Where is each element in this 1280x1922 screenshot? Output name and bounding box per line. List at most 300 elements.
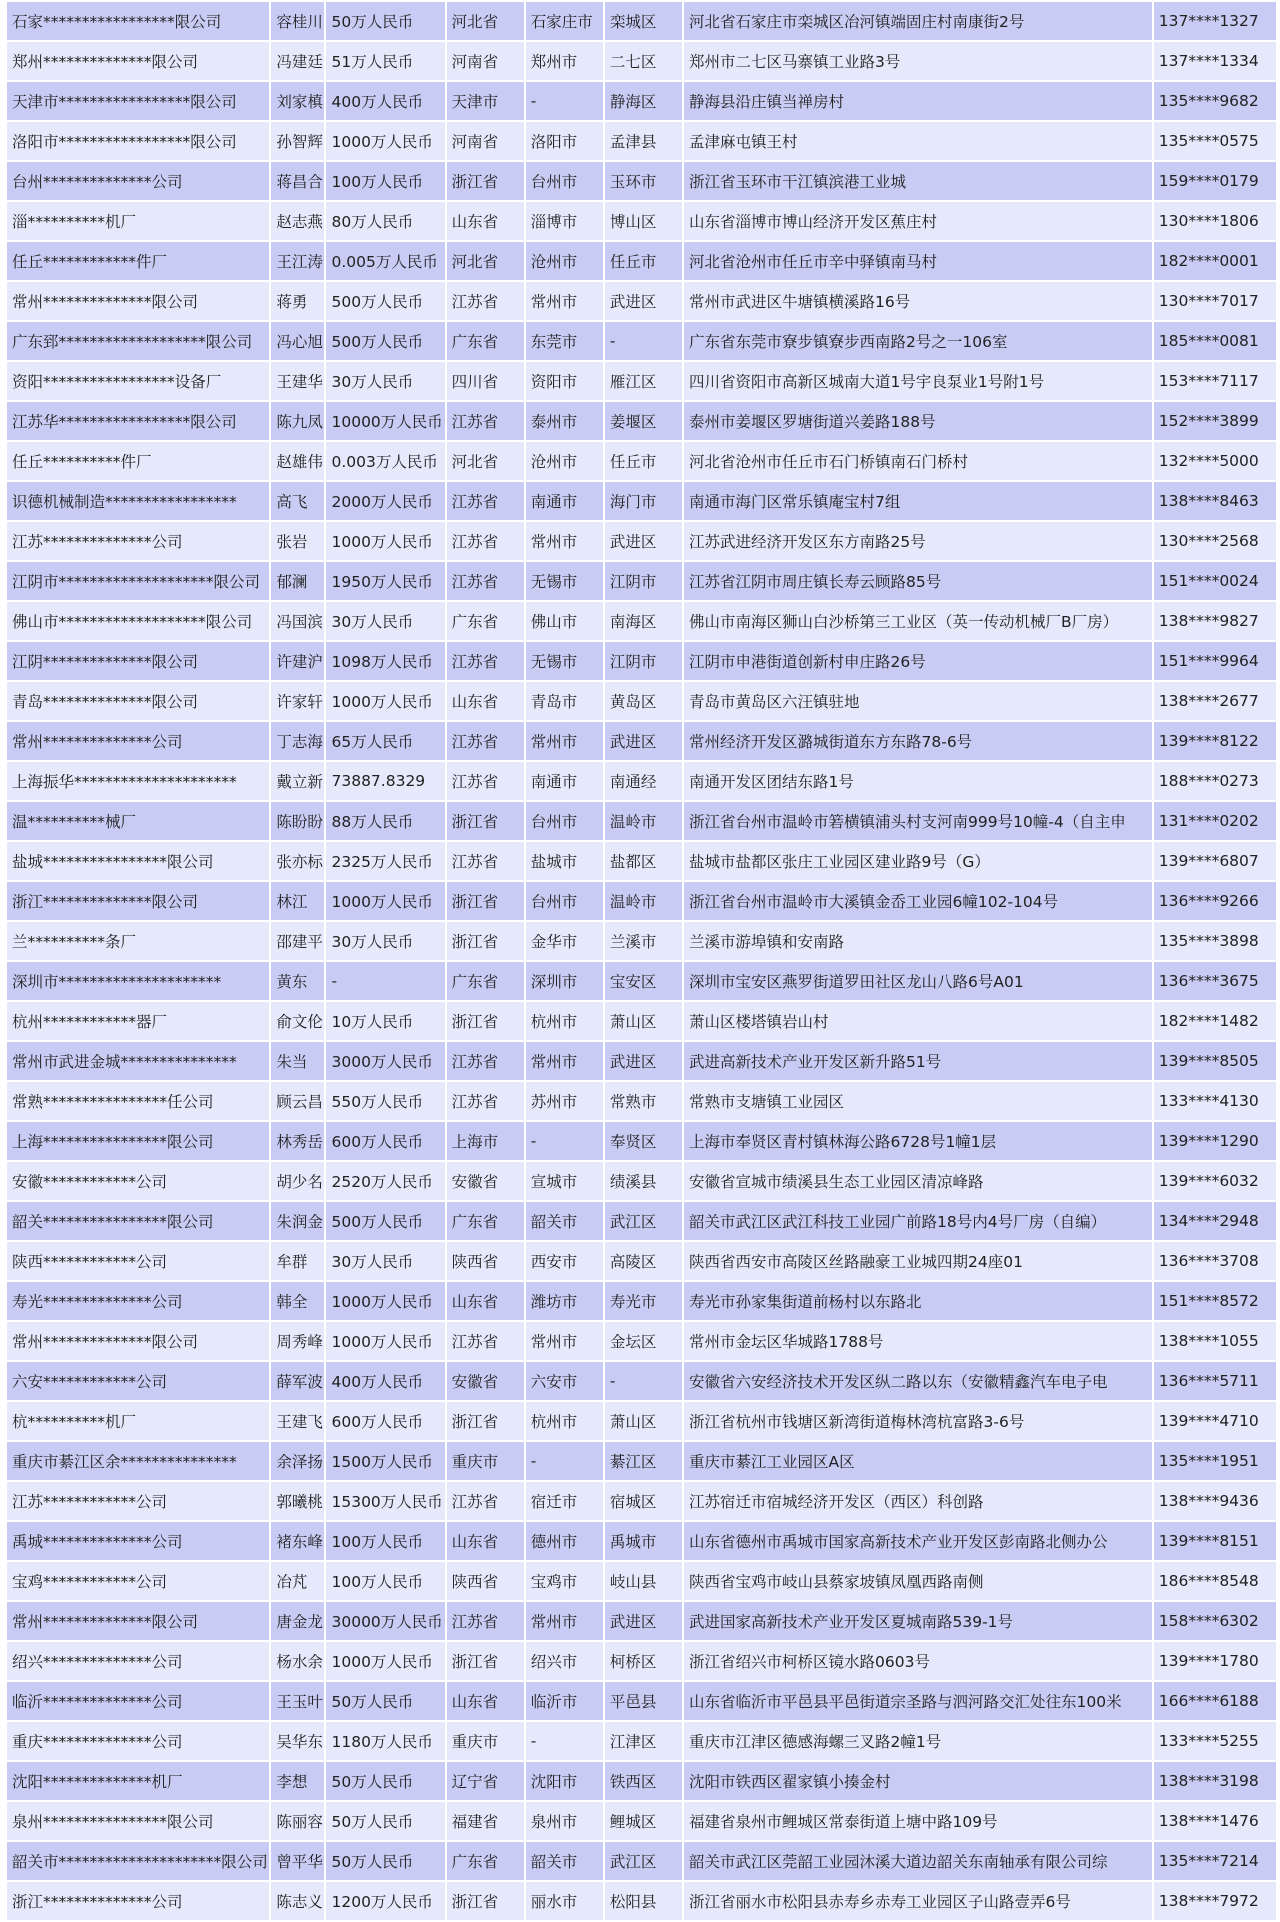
phone-cell: 139****6807 (1154, 842, 1276, 880)
legal-person-cell: 郭曦桃 (271, 1482, 324, 1520)
phone-cell: 138****1055 (1154, 1322, 1276, 1360)
registered-capital-cell: 1098万人民币 (326, 642, 444, 680)
legal-person-cell: 王江涛 (271, 242, 324, 280)
address-cell: 江阴市申港街道创新村申庄路26号 (684, 642, 1152, 680)
phone-cell: 138****8463 (1154, 482, 1276, 520)
province-cell: 河北省 (447, 2, 524, 40)
registered-capital-cell: 80万人民币 (326, 202, 444, 240)
province-cell: 浙江省 (447, 802, 524, 840)
registered-capital-cell: 73887.8329 (326, 762, 444, 800)
legal-person-cell: 赵雄伟 (271, 442, 324, 480)
registered-capital-cell: 550万人民币 (326, 1082, 444, 1120)
table-row (7, 242, 1276, 280)
company-name-cell: 上海振华********************* (7, 762, 269, 800)
phone-cell: 151****8572 (1154, 1282, 1276, 1320)
table-row (7, 922, 1276, 960)
legal-person-cell: 邵建平 (271, 922, 324, 960)
city-cell: 盐城市 (526, 842, 603, 880)
district-cell: - (605, 1362, 682, 1400)
phone-cell: 185****0081 (1154, 322, 1276, 360)
address-cell: 重庆市綦江工业园区A区 (684, 1442, 1152, 1480)
city-cell: 台州市 (526, 162, 603, 200)
table-row (7, 1322, 1276, 1360)
district-cell: 栾城区 (605, 2, 682, 40)
registered-capital-cell: 1000万人民币 (326, 1322, 444, 1360)
company-name-cell: 重庆**************公司 (7, 1722, 269, 1760)
address-cell: 重庆市江津区德感海螺三叉路2幢1号 (684, 1722, 1152, 1760)
district-cell: 任丘市 (605, 242, 682, 280)
company-name-cell: 江阴市********************限公司 (7, 562, 269, 600)
district-cell: 武进区 (605, 1602, 682, 1640)
legal-person-cell: 冶芃 (271, 1562, 324, 1600)
province-cell: 河南省 (447, 122, 524, 160)
city-cell: 苏州市 (526, 1082, 603, 1120)
legal-person-cell: 王建华 (271, 362, 324, 400)
registered-capital-cell: 50万人民币 (326, 1802, 444, 1840)
district-cell: 绩溪县 (605, 1162, 682, 1200)
phone-cell: 182****1482 (1154, 1002, 1276, 1040)
legal-person-cell: 曾平华 (271, 1842, 324, 1880)
phone-cell: 139****1290 (1154, 1122, 1276, 1160)
city-cell: 宣城市 (526, 1162, 603, 1200)
registered-capital-cell: 30000万人民币 (326, 1602, 444, 1640)
city-cell: 宿迁市 (526, 1482, 603, 1520)
legal-person-cell: 胡少名 (271, 1162, 324, 1200)
registered-capital-cell: 500万人民币 (326, 1202, 444, 1240)
phone-cell: 136****3675 (1154, 962, 1276, 1000)
address-cell: 江苏宿迁市宿城经济开发区（西区）科创路 (684, 1482, 1152, 1520)
district-cell: 姜堰区 (605, 402, 682, 440)
province-cell: 辽宁省 (447, 1762, 524, 1800)
address-cell: 常州市金坛区华城路1788号 (684, 1322, 1152, 1360)
company-name-cell: 常州市武进金城*************** (7, 1042, 269, 1080)
city-cell: 无锡市 (526, 562, 603, 600)
table-row (7, 1162, 1276, 1200)
table-row (7, 802, 1276, 840)
legal-person-cell: 郁澜 (271, 562, 324, 600)
city-cell: 南通市 (526, 482, 603, 520)
company-name-cell: 浙江**************限公司 (7, 882, 269, 920)
address-cell: 郑州市二七区马寨镇工业路3号 (684, 42, 1152, 80)
legal-person-cell: 周秀峰 (271, 1322, 324, 1360)
table-row (7, 642, 1276, 680)
phone-cell: 139****4710 (1154, 1402, 1276, 1440)
phone-cell: 138****1476 (1154, 1802, 1276, 1840)
registered-capital-cell: 50万人民币 (326, 1842, 444, 1880)
phone-cell: 153****7117 (1154, 362, 1276, 400)
registered-capital-cell: 1500万人民币 (326, 1442, 444, 1480)
province-cell: 山东省 (447, 682, 524, 720)
phone-cell: 134****2948 (1154, 1202, 1276, 1240)
province-cell: 河北省 (447, 242, 524, 280)
company-name-cell: 淄**********机厂 (7, 202, 269, 240)
district-cell: 兰溪市 (605, 922, 682, 960)
legal-person-cell: 黄东 (271, 962, 324, 1000)
city-cell: - (526, 1442, 603, 1480)
legal-person-cell: 冯建廷 (271, 42, 324, 80)
phone-cell: 138****2677 (1154, 682, 1276, 720)
registered-capital-cell: 400万人民币 (326, 82, 444, 120)
legal-person-cell: 陈志义 (271, 1882, 324, 1920)
address-cell: 浙江省玉环市干江镇滨港工业城 (684, 162, 1152, 200)
phone-cell: 137****1334 (1154, 42, 1276, 80)
company-name-cell: 陕西************公司 (7, 1242, 269, 1280)
city-cell: - (526, 1122, 603, 1160)
city-cell: 泰州市 (526, 402, 603, 440)
company-name-cell: 江苏华*****************限公司 (7, 402, 269, 440)
company-name-cell: 宝鸡************公司 (7, 1562, 269, 1600)
district-cell: 奉贤区 (605, 1122, 682, 1160)
legal-person-cell: 顾云昌 (271, 1082, 324, 1120)
registered-capital-cell: 10000万人民币 (326, 402, 444, 440)
address-cell: 广东省东莞市寮步镇寮步西南路2号之一106室 (684, 322, 1152, 360)
province-cell: 广东省 (447, 602, 524, 640)
table-row (7, 1562, 1276, 1600)
registered-capital-cell: - (326, 962, 444, 1000)
company-name-cell: 重庆市綦江区余*************** (7, 1442, 269, 1480)
phone-cell: 132****5000 (1154, 442, 1276, 480)
address-cell: 安徽省六安经济技术开发区纵二路以东（安徽精鑫汽车电子电 (684, 1362, 1152, 1400)
company-name-cell: 绍兴**************公司 (7, 1642, 269, 1680)
address-cell: 深圳市宝安区燕罗街道罗田社区龙山八路6号A01 (684, 962, 1152, 1000)
registered-capital-cell: 3000万人民币 (326, 1042, 444, 1080)
district-cell: 宝安区 (605, 962, 682, 1000)
phone-cell: 133****4130 (1154, 1082, 1276, 1120)
table-row (7, 1762, 1276, 1800)
province-cell: 山东省 (447, 1522, 524, 1560)
table-row (7, 82, 1276, 120)
address-cell: 佛山市南海区狮山白沙桥第三工业区（英一传动机械厂B厂房） (684, 602, 1152, 640)
registered-capital-cell: 1000万人民币 (326, 882, 444, 920)
address-cell: 河北省沧州市任丘市石门桥镇南石门桥村 (684, 442, 1152, 480)
company-name-cell: 韶关****************限公司 (7, 1202, 269, 1240)
address-cell: 山东省德州市禹城市国家高新技术产业开发区彭南路北侧办公 (684, 1522, 1152, 1560)
address-cell: 武进国家高新技术产业开发区夏城南路539-1号 (684, 1602, 1152, 1640)
registered-capital-cell: 50万人民币 (326, 1762, 444, 1800)
registered-capital-cell: 1950万人民币 (326, 562, 444, 600)
legal-person-cell: 褚东峰 (271, 1522, 324, 1560)
province-cell: 天津市 (447, 82, 524, 120)
company-name-cell: 洛阳市*****************限公司 (7, 122, 269, 160)
legal-person-cell: 吴华东 (271, 1722, 324, 1760)
table-row (7, 1282, 1276, 1320)
company-name-cell: 禹城**************公司 (7, 1522, 269, 1560)
table-row (7, 1842, 1276, 1880)
address-cell: 南通开发区团结东路1号 (684, 762, 1152, 800)
province-cell: 江苏省 (447, 842, 524, 880)
company-name-cell: 深圳市********************* (7, 962, 269, 1000)
district-cell: 高陵区 (605, 1242, 682, 1280)
legal-person-cell: 余泽扬 (271, 1442, 324, 1480)
registered-capital-cell: 400万人民币 (326, 1362, 444, 1400)
province-cell: 福建省 (447, 1802, 524, 1840)
district-cell: 南通经 (605, 762, 682, 800)
company-name-cell: 常州**************限公司 (7, 1602, 269, 1640)
phone-cell: 135****7214 (1154, 1842, 1276, 1880)
province-cell: 广东省 (447, 322, 524, 360)
address-cell: 山东省临沂市平邑县平邑街道宗圣路与泗河路交汇处往东100米 (684, 1682, 1152, 1720)
company-name-cell: 临沂**************公司 (7, 1682, 269, 1720)
province-cell: 江苏省 (447, 282, 524, 320)
province-cell: 四川省 (447, 362, 524, 400)
legal-person-cell: 冯心旭 (271, 322, 324, 360)
province-cell: 陕西省 (447, 1562, 524, 1600)
province-cell: 河北省 (447, 442, 524, 480)
phone-cell: 188****0273 (1154, 762, 1276, 800)
district-cell: 铁西区 (605, 1762, 682, 1800)
province-cell: 浙江省 (447, 1642, 524, 1680)
district-cell: 宿城区 (605, 1482, 682, 1520)
table-body (7, 2, 1276, 1920)
registered-capital-cell: 65万人民币 (326, 722, 444, 760)
legal-person-cell: 唐金龙 (271, 1602, 324, 1640)
registered-capital-cell: 30万人民币 (326, 362, 444, 400)
registered-capital-cell: 2000万人民币 (326, 482, 444, 520)
city-cell: 常州市 (526, 282, 603, 320)
phone-cell: 139****8505 (1154, 1042, 1276, 1080)
legal-person-cell: 蒋勇 (271, 282, 324, 320)
phone-cell: 130****7017 (1154, 282, 1276, 320)
registered-capital-cell: 100万人民币 (326, 1562, 444, 1600)
province-cell: 江苏省 (447, 562, 524, 600)
table-row (7, 682, 1276, 720)
district-cell: 綦江区 (605, 1442, 682, 1480)
city-cell: 沧州市 (526, 442, 603, 480)
city-cell: 杭州市 (526, 1402, 603, 1440)
district-cell: 常熟市 (605, 1082, 682, 1120)
address-cell: 盐城市盐都区张庄工业园区建业路9号（G） (684, 842, 1152, 880)
province-cell: 江苏省 (447, 1482, 524, 1520)
company-name-cell: 天津市*****************限公司 (7, 82, 269, 120)
legal-person-cell: 牟群 (271, 1242, 324, 1280)
city-cell: 西安市 (526, 1242, 603, 1280)
city-cell: 南通市 (526, 762, 603, 800)
phone-cell: 182****0001 (1154, 242, 1276, 280)
address-cell: 江苏省江阴市周庄镇长寿云顾路85号 (684, 562, 1152, 600)
address-cell: 安徽省宣城市绩溪县生态工业园区清凉峰路 (684, 1162, 1152, 1200)
table-row (7, 362, 1276, 400)
legal-person-cell: 林江 (271, 882, 324, 920)
registered-capital-cell: 600万人民币 (326, 1402, 444, 1440)
province-cell: 安徽省 (447, 1362, 524, 1400)
legal-person-cell: 陈丽容 (271, 1802, 324, 1840)
table-row (7, 1202, 1276, 1240)
city-cell: 潍坊市 (526, 1282, 603, 1320)
district-cell: 武江区 (605, 1202, 682, 1240)
address-cell: 萧山区楼塔镇岩山村 (684, 1002, 1152, 1040)
phone-cell: 186****8548 (1154, 1562, 1276, 1600)
table-row (7, 1402, 1276, 1440)
address-cell: 南通市海门区常乐镇庵宝村7组 (684, 482, 1152, 520)
legal-person-cell: 张岩 (271, 522, 324, 560)
legal-person-cell: 许家轩 (271, 682, 324, 720)
table-row (7, 1522, 1276, 1560)
city-cell: 淄博市 (526, 202, 603, 240)
address-cell: 陕西省宝鸡市岐山县蔡家坡镇凤凰西路南侧 (684, 1562, 1152, 1600)
district-cell: 孟津县 (605, 122, 682, 160)
district-cell: 武进区 (605, 722, 682, 760)
city-cell: 常州市 (526, 1602, 603, 1640)
legal-person-cell: 王玉叶 (271, 1682, 324, 1720)
registered-capital-cell: 30万人民币 (326, 602, 444, 640)
province-cell: 山东省 (447, 1682, 524, 1720)
province-cell: 安徽省 (447, 1162, 524, 1200)
legal-person-cell: 林秀岳 (271, 1122, 324, 1160)
district-cell: 武进区 (605, 522, 682, 560)
registered-capital-cell: 50万人民币 (326, 2, 444, 40)
company-name-cell: 寿光**************公司 (7, 1282, 269, 1320)
legal-person-cell: 薛军波 (271, 1362, 324, 1400)
province-cell: 重庆市 (447, 1722, 524, 1760)
address-cell: 静海县沿庄镇当禅房村 (684, 82, 1152, 120)
table-row (7, 202, 1276, 240)
registered-capital-cell: 100万人民币 (326, 1522, 444, 1560)
legal-person-cell: 陈九凤 (271, 402, 324, 440)
registered-capital-cell: 0.005万人民币 (326, 242, 444, 280)
city-cell: 韶关市 (526, 1202, 603, 1240)
phone-cell: 138****3198 (1154, 1762, 1276, 1800)
company-name-cell: 江苏************公司 (7, 1482, 269, 1520)
province-cell: 山东省 (447, 1282, 524, 1320)
city-cell: 常州市 (526, 1042, 603, 1080)
district-cell: 柯桥区 (605, 1642, 682, 1680)
table-row (7, 882, 1276, 920)
table-row (7, 1642, 1276, 1680)
district-cell: 博山区 (605, 202, 682, 240)
legal-person-cell: 张亦标 (271, 842, 324, 880)
city-cell: 泉州市 (526, 1802, 603, 1840)
district-cell: 静海区 (605, 82, 682, 120)
table-row (7, 1442, 1276, 1480)
legal-person-cell: 戴立新 (271, 762, 324, 800)
district-cell: 鲤城区 (605, 1802, 682, 1840)
address-cell: 常熟市支塘镇工业园区 (684, 1082, 1152, 1120)
city-cell: 石家庄市 (526, 2, 603, 40)
city-cell: 常州市 (526, 522, 603, 560)
phone-cell: 151****9964 (1154, 642, 1276, 680)
address-cell: 兰溪市游埠镇和安南路 (684, 922, 1152, 960)
legal-person-cell: 蒋昌合 (271, 162, 324, 200)
province-cell: 江苏省 (447, 1322, 524, 1360)
city-cell: 台州市 (526, 802, 603, 840)
district-cell: 盐都区 (605, 842, 682, 880)
address-cell: 沈阳市铁西区翟家镇小揍金村 (684, 1762, 1152, 1800)
address-cell: 浙江省杭州市钱塘区新湾街道梅林湾杭富路3-6号 (684, 1402, 1152, 1440)
district-cell: 江阴市 (605, 642, 682, 680)
legal-person-cell: 朱当 (271, 1042, 324, 1080)
company-name-cell: 常熟****************任公司 (7, 1082, 269, 1120)
province-cell: 江苏省 (447, 722, 524, 760)
province-cell: 浙江省 (447, 1882, 524, 1920)
table-row (7, 1602, 1276, 1640)
registered-capital-cell: 88万人民币 (326, 802, 444, 840)
district-cell: 禹城市 (605, 1522, 682, 1560)
phone-cell: 137****1327 (1154, 2, 1276, 40)
phone-cell: 166****6188 (1154, 1682, 1276, 1720)
city-cell: 丽水市 (526, 1882, 603, 1920)
registered-capital-cell: 1000万人民币 (326, 1282, 444, 1320)
city-cell: 宝鸡市 (526, 1562, 603, 1600)
company-name-cell: 江苏**************公司 (7, 522, 269, 560)
city-cell: 绍兴市 (526, 1642, 603, 1680)
registered-capital-cell: 1000万人民币 (326, 1642, 444, 1680)
district-cell: 温岭市 (605, 802, 682, 840)
company-name-cell: 任丘**********件厂 (7, 442, 269, 480)
address-cell: 河北省石家庄市栾城区冶河镇端固庄村南康街2号 (684, 2, 1152, 40)
company-name-cell: 韶关市*********************限公司 (7, 1842, 269, 1880)
table-row (7, 482, 1276, 520)
table-row (7, 442, 1276, 480)
table-row (7, 122, 1276, 160)
company-name-cell: 常州**************限公司 (7, 1322, 269, 1360)
district-cell: 武进区 (605, 282, 682, 320)
company-name-cell: 任丘************件厂 (7, 242, 269, 280)
phone-cell: 138****9436 (1154, 1482, 1276, 1520)
registered-capital-cell: 600万人民币 (326, 1122, 444, 1160)
legal-person-cell: 俞文伦 (271, 1002, 324, 1040)
company-name-cell: 兰**********条厂 (7, 922, 269, 960)
phone-cell: 139****6032 (1154, 1162, 1276, 1200)
company-name-cell: 盐城****************限公司 (7, 842, 269, 880)
address-cell: 武进高新技术产业开发区新升路51号 (684, 1042, 1152, 1080)
district-cell: 江津区 (605, 1722, 682, 1760)
table-row (7, 162, 1276, 200)
province-cell: 浙江省 (447, 922, 524, 960)
city-cell: 佛山市 (526, 602, 603, 640)
address-cell: 四川省资阳市高新区城南大道1号宇良泵业1号附1号 (684, 362, 1152, 400)
district-cell: 雁江区 (605, 362, 682, 400)
table-row (7, 562, 1276, 600)
district-cell: 萧山区 (605, 1002, 682, 1040)
province-cell: 浙江省 (447, 162, 524, 200)
registered-capital-cell: 1000万人民币 (326, 122, 444, 160)
district-cell: 平邑县 (605, 1682, 682, 1720)
company-name-cell: 温**********械厂 (7, 802, 269, 840)
legal-person-cell: 朱润金 (271, 1202, 324, 1240)
district-cell: 黄岛区 (605, 682, 682, 720)
province-cell: 广东省 (447, 1202, 524, 1240)
table-row (7, 522, 1276, 560)
address-cell: 寿光市孙家集街道前杨村以东路北 (684, 1282, 1152, 1320)
district-cell: 二七区 (605, 42, 682, 80)
legal-person-cell: 孙智辉 (271, 122, 324, 160)
company-name-cell: 沈阳**************机厂 (7, 1762, 269, 1800)
city-cell: 临沂市 (526, 1682, 603, 1720)
city-cell: 洛阳市 (526, 122, 603, 160)
city-cell: 常州市 (526, 1322, 603, 1360)
address-cell: 福建省泉州市鲤城区常泰街道上塘中路109号 (684, 1802, 1152, 1840)
company-name-cell: 常州**************公司 (7, 722, 269, 760)
company-name-cell: 泉州****************限公司 (7, 1802, 269, 1840)
province-cell: 浙江省 (447, 1402, 524, 1440)
phone-cell: 158****6302 (1154, 1602, 1276, 1640)
address-cell: 河北省沧州市任丘市辛中驿镇南马村 (684, 242, 1152, 280)
province-cell: 上海市 (447, 1122, 524, 1160)
province-cell: 陕西省 (447, 1242, 524, 1280)
company-name-cell: 青岛**************限公司 (7, 682, 269, 720)
table-row (7, 2, 1276, 40)
city-cell: 金华市 (526, 922, 603, 960)
phone-cell: 152****3899 (1154, 402, 1276, 440)
city-cell: - (526, 1722, 603, 1760)
table-row (7, 602, 1276, 640)
registered-capital-cell: 15300万人民币 (326, 1482, 444, 1520)
district-cell: 武进区 (605, 1042, 682, 1080)
table-row (7, 282, 1276, 320)
address-cell: 浙江省台州市温岭市大溪镇金岙工业园6幢102-104号 (684, 882, 1152, 920)
city-cell: 东莞市 (526, 322, 603, 360)
table-row (7, 1682, 1276, 1720)
